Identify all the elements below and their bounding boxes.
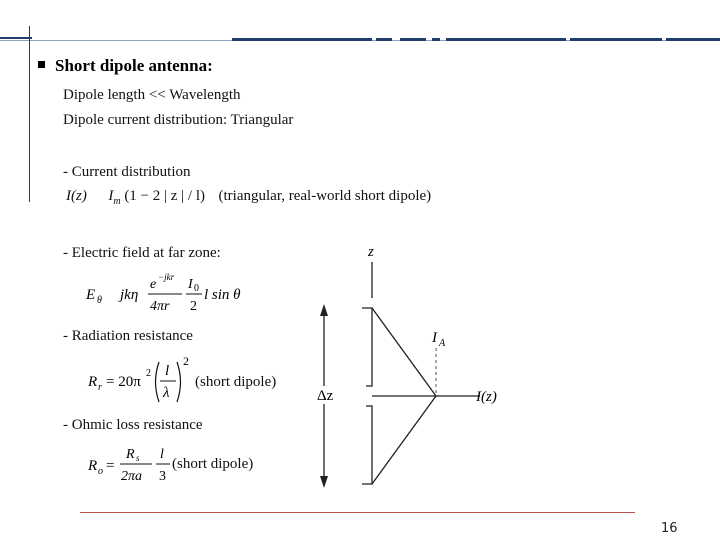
dipole-length-line: Dipole length << Wavelength <box>63 87 241 103</box>
radiation-resistance-heading: - Radiation resistance <box>63 328 193 344</box>
current-equation <box>66 188 431 207</box>
left-accent-line <box>29 26 30 202</box>
slide-title-text: Short dipole antenna: <box>55 56 213 75</box>
z-axis-label: z <box>368 244 374 260</box>
current-distribution-heading: - Current distribution <box>63 164 191 180</box>
ohmic-equals: = <box>106 458 115 474</box>
current-eq-lhs: I(z) <box>66 188 87 204</box>
dz-arrow-up-icon <box>320 304 328 316</box>
ohmic-lhs: R <box>88 458 98 474</box>
rad-lhs: R <box>88 374 98 390</box>
rad-coef: = 20π <box>106 374 141 390</box>
current-eq-sub: m <box>113 196 121 207</box>
ohmic-lhs-sub: o <box>98 466 103 477</box>
efield-lhs: E <box>86 287 96 303</box>
rad-lhs-sub: r <box>98 382 102 393</box>
efield-equation <box>84 268 284 320</box>
efield-tail: l sin θ <box>204 287 241 303</box>
rad-outer-sup: 2 <box>183 354 189 368</box>
ohmic-den1: 2πa <box>121 469 143 484</box>
current-eq-tail: (1 − 2 | z | / l) <box>124 188 206 204</box>
header-decoration <box>0 0 720 48</box>
ia-sub: A <box>439 338 446 349</box>
ohmic-equation <box>86 440 176 492</box>
current-upper-slope <box>372 308 436 396</box>
page-number: 16 <box>661 521 678 536</box>
ohmic-note: (short dipole) <box>172 456 254 472</box>
ohmic-num1-sub: s <box>136 453 140 463</box>
efield-i-den: 2 <box>190 299 197 314</box>
efield-i-num: I <box>188 277 193 292</box>
efield-exp-num: e <box>150 277 157 292</box>
dipole-diagram <box>300 236 520 494</box>
ia-label: I <box>432 330 437 346</box>
efield-heading: - Electric field at far zone: <box>63 245 221 261</box>
efield-factor: jkη <box>120 287 139 303</box>
rad-coef-sup: 2 <box>146 368 151 379</box>
efield-exp-sup: −jkr <box>158 272 175 282</box>
ohmic-num1: R <box>126 447 135 462</box>
current-eq-note: (triangular, real-world short dipole) <box>218 188 432 204</box>
rad-den: λ <box>163 385 170 401</box>
efield-lhs-sub: θ <box>97 295 102 306</box>
ohmic-den2: 3 <box>159 469 166 484</box>
current-eq-rhs: I <box>108 188 114 204</box>
rad-num: l <box>165 363 170 379</box>
footer-line <box>80 512 635 513</box>
current-lower-slope <box>372 396 436 484</box>
ohmic-num2: l <box>160 447 164 462</box>
efield-i-sub: 0 <box>194 283 199 294</box>
dipole-lower-arm <box>362 406 372 484</box>
dz-arrow-down-icon <box>320 476 328 488</box>
iz-label: I(z) <box>476 389 497 405</box>
efield-exp-den: 4πr <box>150 299 170 314</box>
slide-title <box>38 56 213 76</box>
current-distribution-line: Dipole current distribution: Triangular <box>63 112 294 128</box>
rad-note: (short dipole) <box>195 374 277 390</box>
square-bullet-icon <box>38 61 45 68</box>
dz-label: Δz <box>317 388 334 404</box>
ohmic-resistance-heading: - Ohmic loss resistance <box>63 417 203 433</box>
dipole-upper-arm <box>362 308 372 386</box>
